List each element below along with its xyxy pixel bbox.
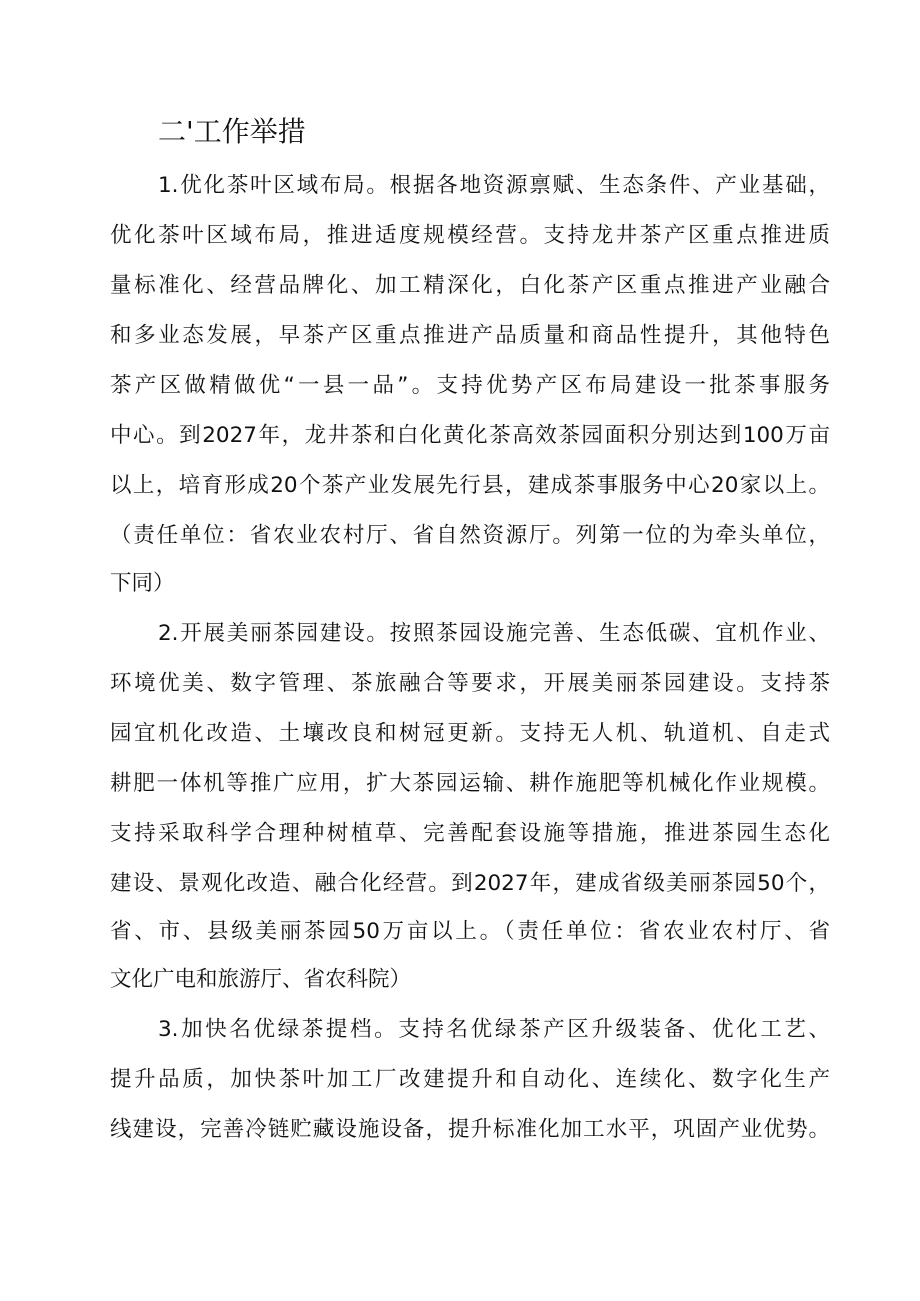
- paragraph-2-line-8: 文化广电和旅游厅、省农科院）: [110, 967, 412, 992]
- paragraph-2-line-3: 园宜机化改造、土壤改良和树冠更新。支持无人机、轨道机、自走式: [110, 721, 830, 746]
- section-heading: 二'工作举措: [158, 115, 306, 148]
- paragraph-3-line-1: 3.加快名优绿茶提档。支持名优绿茶产区升级装备、优化工艺、: [158, 1017, 830, 1042]
- paragraph-1-line-4: 和多业态发展，早茶产区重点推进产品质量和商品性提升，其他特色: [110, 323, 830, 348]
- paragraph-2-line-4: 耕肥一体机等推广应用，扩大茶园运输、耕作施肥等机械化作业规模。: [110, 771, 830, 796]
- paragraph-1-line-1: 1.优化茶叶区域布局。根据各地资源禀赋、生态条件、产业基础，: [158, 173, 830, 198]
- paragraph-3-line-2: 提升品质，加快茶叶加工厂改建提升和自动化、连续化、数字化生产: [110, 1067, 830, 1092]
- paragraph-2-line-7: 省、市、县级美丽茶园50万亩以上。（责任单位：省农业农村厅、省: [110, 919, 830, 944]
- paragraph-1-line-8: （责任单位：省农业农村厅、省自然资源厅。列第一位的为牵头单位，: [110, 523, 830, 548]
- paragraph-3-line-3: 线建设，完善冷链贮藏设施设备，提升标准化加工水平，巩固产业优势。: [110, 1117, 830, 1142]
- paragraph-1-line-2: 优化茶叶区域布局，推进适度规模经营。支持龙井茶产区重点推进质: [110, 223, 830, 248]
- paragraph-2-line-1: 2.开展美丽茶园建设。按照茶园设施完善、生态低碳、宜机作业、: [158, 621, 830, 646]
- paragraph-2-line-2: 环境优美、数字管理、茶旅融合等要求，开展美丽茶园建设。支持茶: [110, 671, 830, 696]
- paragraph-1-line-3: 量标准化、经营品牌化、加工精深化，白化茶产区重点推进产业融合: [110, 273, 830, 298]
- paragraph-1-line-7: 以上，培育形成20个茶产业发展先行县，建成茶事服务中心20家以上。: [110, 473, 830, 498]
- paragraph-1-line-9: 下同）: [110, 571, 175, 596]
- paragraph-1-line-6: 中心。到2027年，龙井茶和白化黄化茶高效茶园面积分别达到100万亩: [110, 423, 830, 448]
- paragraph-1-line-5: 茶产区做精做优“一县一品”。支持优势产区布局建设一批茶事服务: [110, 373, 830, 398]
- paragraph-2-line-6: 建设、景观化改造、融合化经营。到2027年，建成省级美丽茶园50个，: [110, 871, 830, 896]
- paragraph-2-line-5: 支持采取科学合理种树植草、完善配套设施等措施，推进茶园生态化: [110, 821, 830, 846]
